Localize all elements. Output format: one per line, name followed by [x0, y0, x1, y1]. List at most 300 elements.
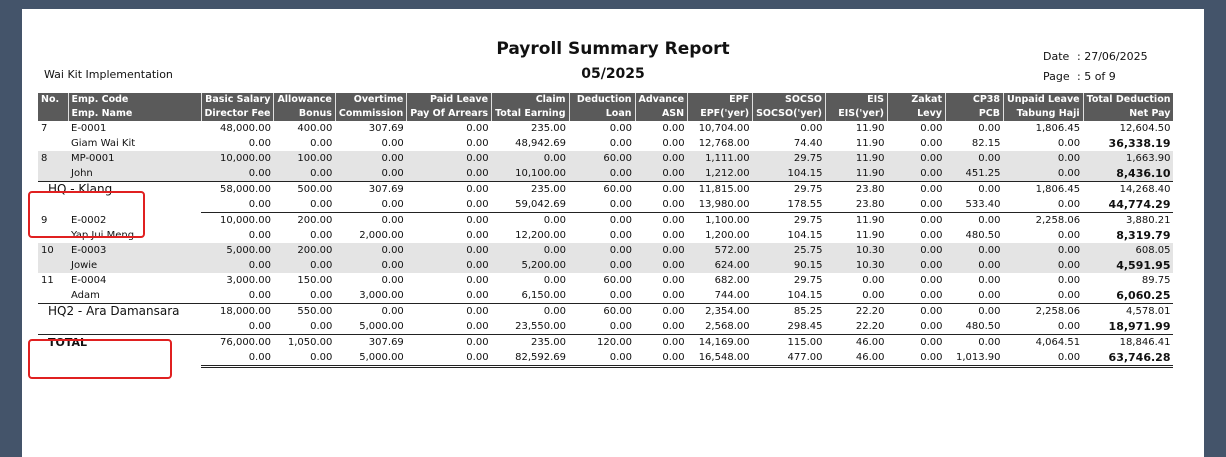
employee-code: E-0002 [71, 214, 107, 226]
value-cell: 235.00 [492, 335, 569, 351]
value-cell: 1,663.90 [1083, 151, 1173, 166]
value-cell: 22.20 [826, 319, 888, 335]
value-cell: 0.00 [978, 275, 1001, 286]
value-cell: 451.25 [946, 166, 1004, 182]
value-cell: 0.00 [978, 123, 1001, 134]
value-cell: 0.00 [335, 258, 406, 273]
value-cell: 1,111.00 [688, 151, 753, 166]
group-name: HQ2 - Ara Damansara [38, 304, 201, 320]
value-cell: 0.00 [1004, 350, 1084, 367]
value-cell: 0.00 [609, 230, 632, 241]
value-cell: 0.00 [407, 166, 492, 182]
value-cell: 60.00 [569, 182, 635, 198]
value-cell: 10,000.00 [201, 151, 274, 166]
employee-row [38, 136, 1173, 151]
value-cell: 0.00 [407, 258, 492, 273]
value-cell: 82.15 [971, 138, 1001, 149]
group-subtotal-row [38, 197, 1173, 213]
value-cell: 0.00 [248, 138, 271, 149]
value-cell: 307.69 [335, 335, 406, 351]
page-value: : 5 of 9 [1077, 70, 1116, 83]
value-cell: 0.00 [946, 335, 1004, 351]
value-cell: 0.00 [1004, 166, 1084, 182]
value-cell: 0.00 [310, 230, 333, 241]
value-cell: 624.00 [688, 258, 753, 273]
value-cell: 0.00 [920, 215, 943, 226]
column-header: ASN [635, 107, 688, 121]
value-cell: 23,550.00 [492, 319, 569, 335]
value-cell: 0.00 [1057, 290, 1081, 301]
value-cell: 0.00 [407, 319, 492, 335]
column-header: CP38 [946, 93, 1004, 107]
value-cell: 0.00 [635, 319, 688, 335]
value-cell: 0.00 [248, 230, 271, 241]
value-cell: 16,548.00 [688, 350, 753, 367]
value-cell: 0.00 [407, 335, 492, 351]
value-cell: 120.00 [569, 335, 635, 351]
value-cell: 2,258.06 [1035, 215, 1081, 226]
value-cell: 0.00 [662, 290, 685, 301]
cell [38, 258, 68, 273]
payroll-table [38, 93, 1173, 368]
value-cell: 12,604.50 [1119, 123, 1171, 134]
column-header: EPF [688, 93, 753, 107]
value-cell: 0.00 [946, 182, 1004, 198]
value-cell: 14,268.40 [1083, 182, 1173, 198]
value-cell: 74.40 [793, 138, 823, 149]
value-cell: 0.00 [800, 123, 823, 134]
employee-row [38, 121, 1173, 136]
value-cell: 104.15 [753, 166, 826, 182]
value-cell: 0.00 [274, 166, 335, 182]
value-cell: 0.00 [569, 166, 635, 182]
value-cell: 0.00 [310, 138, 333, 149]
column-header: EIS [826, 93, 888, 107]
value-cell: 0.00 [466, 275, 489, 286]
value-cell: 0.00 [862, 275, 885, 286]
value-cell: 533.40 [946, 197, 1004, 213]
value-cell: 10.30 [826, 258, 888, 273]
value-cell: 0.00 [201, 197, 274, 213]
value-cell: 0.00 [1004, 258, 1084, 273]
value-cell: 0.00 [946, 243, 1004, 258]
value-cell: 0.00 [920, 275, 943, 286]
column-header: Net Pay [1083, 107, 1173, 121]
value-cell: 10.30 [826, 243, 888, 258]
report-title: Payroll Summary Report [496, 39, 730, 59]
value-cell: 0.00 [888, 319, 946, 335]
column-header: Levy [888, 107, 946, 121]
value-cell: 500.00 [274, 182, 335, 198]
date-label: Date [1043, 50, 1070, 63]
employee-no: 10 [38, 243, 68, 258]
value-cell: 18,846.41 [1083, 335, 1173, 351]
value-cell: 63,746.28 [1083, 350, 1173, 367]
column-header: Emp. Name [68, 107, 201, 121]
value-cell: 13,980.00 [688, 197, 753, 213]
value-cell: 10,100.00 [492, 166, 569, 182]
group-subtotal-row [38, 304, 1173, 320]
cell [38, 319, 68, 335]
value-cell: 0.00 [946, 151, 1004, 166]
value-cell: 307.69 [368, 123, 404, 134]
value-cell: 477.00 [753, 350, 826, 367]
highlight-box-klang [28, 191, 145, 238]
cell [38, 288, 68, 304]
value-cell: 0.00 [274, 350, 335, 367]
employee-row [38, 288, 1173, 304]
value-cell: 0.00 [310, 290, 333, 301]
value-cell: 0.00 [920, 290, 943, 301]
value-cell: 23.80 [826, 182, 888, 198]
value-cell: 0.00 [1057, 275, 1081, 286]
value-cell: 0.00 [1057, 138, 1081, 149]
value-cell: 0.00 [1004, 319, 1084, 335]
value-cell: 0.00 [407, 151, 492, 166]
value-cell: 4,578.01 [1083, 304, 1173, 320]
employee-row [38, 258, 1173, 273]
value-cell: 0.00 [274, 258, 335, 273]
column-header: Total Deduction [1083, 93, 1173, 107]
value-cell: 0.00 [888, 166, 946, 182]
value-cell: 150.00 [297, 275, 333, 286]
value-cell: 744.00 [714, 290, 750, 301]
value-cell: 8,436.10 [1083, 166, 1173, 182]
value-cell: 48,000.00 [220, 123, 271, 134]
employee-row [38, 213, 1173, 229]
company-name: Wai Kit Implementation [44, 68, 173, 81]
value-cell: 104.15 [787, 290, 823, 301]
column-header: Paid Leave [407, 93, 492, 107]
value-cell: 608.05 [1083, 243, 1173, 258]
value-cell: 0.00 [609, 123, 632, 134]
value-cell: 89.75 [1141, 275, 1171, 286]
value-cell: 0.00 [662, 230, 685, 241]
value-cell: 100.00 [274, 151, 335, 166]
value-cell: 0.00 [381, 215, 404, 226]
value-cell: 0.00 [274, 319, 335, 335]
value-cell: 12,200.00 [515, 230, 566, 241]
value-cell: 29.75 [793, 275, 823, 286]
cell [38, 166, 68, 182]
value-cell: 0.00 [635, 166, 688, 182]
value-cell: 10,704.00 [698, 123, 750, 134]
column-header: Tabung Haji [1004, 107, 1084, 121]
value-cell: 0.00 [407, 182, 492, 198]
value-cell: 4,591.95 [1083, 258, 1173, 273]
employee-row [38, 273, 1173, 288]
value-cell: 0.00 [466, 230, 489, 241]
value-cell: 60.00 [569, 304, 635, 320]
report-period: 05/2025 [581, 66, 645, 82]
column-header: Pay Of Arrears [407, 107, 492, 121]
value-cell: 0.00 [569, 243, 635, 258]
value-cell: 11.90 [855, 215, 885, 226]
value-cell: 11.90 [826, 151, 888, 166]
column-header: Deduction [569, 93, 635, 107]
column-header: No. [38, 93, 68, 107]
value-cell: 572.00 [688, 243, 753, 258]
date-value: : 27/06/2025 [1077, 50, 1148, 63]
value-cell: 0.00 [662, 215, 685, 226]
column-header: Bonus [274, 107, 335, 121]
value-cell: 0.00 [201, 350, 274, 367]
value-cell: 0.00 [978, 290, 1001, 301]
value-cell: 85.25 [753, 304, 826, 320]
value-cell: 2,000.00 [359, 230, 404, 241]
value-cell: 82,592.69 [492, 350, 569, 367]
value-cell: 0.00 [888, 304, 946, 320]
value-cell: 1,100.00 [705, 215, 750, 226]
value-cell: 0.00 [888, 335, 946, 351]
value-cell: 0.00 [1057, 230, 1081, 241]
value-cell: 0.00 [407, 304, 492, 320]
value-cell: 0.00 [569, 319, 635, 335]
value-cell: 0.00 [466, 123, 489, 134]
value-cell: 5,000.00 [335, 350, 406, 367]
value-cell: 0.00 [492, 151, 569, 166]
value-cell: 0.00 [635, 197, 688, 213]
employee-no: 9 [41, 214, 48, 226]
column-header: Unpaid Leave [1004, 93, 1084, 107]
value-cell: 0.00 [381, 138, 404, 149]
value-cell: 90.15 [753, 258, 826, 273]
grand-total-row [38, 350, 1173, 367]
value-cell: 60.00 [569, 151, 635, 166]
column-header: Total Earning [492, 107, 569, 121]
value-cell: 0.00 [888, 197, 946, 213]
column-header: Commission [335, 107, 406, 121]
value-cell: 0.00 [609, 138, 632, 149]
column-header: Allowance [274, 93, 335, 107]
value-cell: 0.00 [635, 350, 688, 367]
column-header: PCB [946, 107, 1004, 121]
value-cell: 5,200.00 [492, 258, 569, 273]
employee-no: 11 [41, 275, 54, 286]
value-cell: 0.00 [862, 290, 885, 301]
value-cell: 22.20 [826, 304, 888, 320]
employee-no: 8 [38, 151, 68, 166]
value-cell: 29.75 [753, 151, 826, 166]
column-header: Director Fee [201, 107, 274, 121]
highlight-box-ara-damansara [28, 339, 172, 379]
value-cell: 0.00 [569, 258, 635, 273]
value-cell: 0.00 [609, 215, 632, 226]
value-cell: 178.55 [753, 197, 826, 213]
value-cell: 0.00 [635, 335, 688, 351]
value-cell: 0.00 [1004, 197, 1084, 213]
value-cell: 200.00 [297, 215, 333, 226]
value-cell: 682.00 [714, 275, 750, 286]
value-cell: 0.00 [201, 166, 274, 182]
value-cell: 0.00 [978, 215, 1001, 226]
value-cell: 298.45 [753, 319, 826, 335]
column-header: Loan [569, 107, 635, 121]
value-cell: 6,150.00 [521, 290, 566, 301]
value-cell: 0.00 [335, 166, 406, 182]
value-cell: 0.00 [920, 123, 943, 134]
value-cell: 0.00 [569, 197, 635, 213]
employee-row [38, 166, 1173, 182]
date-field [1043, 50, 1148, 63]
value-cell: 307.69 [335, 182, 406, 198]
value-cell: 0.00 [946, 304, 1004, 320]
value-cell: 11.90 [855, 230, 885, 241]
value-cell: 2,568.00 [688, 319, 753, 335]
value-cell: 11.90 [855, 123, 885, 134]
report-page [22, 9, 1204, 457]
value-cell: 25.75 [753, 243, 826, 258]
value-cell: 0.00 [920, 138, 943, 149]
column-header: Basic Salary [201, 93, 274, 107]
value-cell: 3,000.00 [359, 290, 404, 301]
value-cell: 46.00 [826, 335, 888, 351]
value-cell: 1,050.00 [274, 335, 335, 351]
employee-code: MP-0001 [68, 151, 201, 166]
value-cell: 14,169.00 [688, 335, 753, 351]
value-cell: 1,212.00 [688, 166, 753, 182]
value-cell: 2,258.06 [1004, 304, 1084, 320]
value-cell: 11,815.00 [688, 182, 753, 198]
total-label: TOTAL [38, 335, 201, 351]
column-header: Advance [635, 93, 688, 107]
value-cell: 0.00 [201, 258, 274, 273]
column-header: EPF('yer) [688, 107, 753, 121]
value-cell: 200.00 [274, 243, 335, 258]
column-header: EIS('yer) [826, 107, 888, 121]
value-cell: 0.00 [635, 151, 688, 166]
employee-row [38, 243, 1173, 258]
value-cell: 1,806.45 [1035, 123, 1081, 134]
value-cell: 0.00 [888, 151, 946, 166]
value-cell: 0.00 [335, 304, 406, 320]
value-cell: 0.00 [466, 215, 489, 226]
value-cell: 0.00 [248, 290, 271, 301]
employee-name: Yap Jui Meng [71, 230, 135, 241]
group-subtotal-row [38, 182, 1173, 198]
value-cell: 76,000.00 [201, 335, 274, 351]
value-cell: 46.00 [826, 350, 888, 367]
employee-code: E-0004 [71, 275, 107, 286]
value-cell: 0.00 [888, 258, 946, 273]
value-cell: 400.00 [297, 123, 333, 134]
employee-name: Giam Wai Kit [71, 138, 136, 149]
cell [68, 319, 201, 335]
header-row-2 [38, 107, 1173, 121]
value-cell: 10,000.00 [220, 215, 271, 226]
value-cell: 0.00 [920, 230, 943, 241]
value-cell: 29.75 [753, 182, 826, 198]
employee-code: E-0003 [68, 243, 201, 258]
value-cell: 0.00 [335, 151, 406, 166]
value-cell: 115.00 [753, 335, 826, 351]
column-header: Emp. Code [68, 93, 201, 107]
value-cell: 0.00 [466, 138, 489, 149]
value-cell: 1,806.45 [1004, 182, 1084, 198]
value-cell: 29.75 [793, 215, 823, 226]
value-cell: 0.00 [466, 290, 489, 301]
page-label: Page [1043, 70, 1070, 83]
employee-name: John [68, 166, 201, 182]
value-cell: 0.00 [1004, 243, 1084, 258]
value-cell: 550.00 [274, 304, 335, 320]
value-cell: 2,354.00 [688, 304, 753, 320]
value-cell: 18,000.00 [201, 304, 274, 320]
value-cell: 104.15 [787, 230, 823, 241]
column-header: SOCSO('yer) [753, 107, 826, 121]
value-cell: 5,000.00 [201, 243, 274, 258]
value-cell: 48,942.69 [515, 138, 566, 149]
value-cell: 36,338.19 [1108, 137, 1171, 150]
value-cell: 0.00 [201, 319, 274, 335]
value-cell: 0.00 [543, 215, 566, 226]
value-cell: 0.00 [635, 258, 688, 273]
employee-name: Adam [71, 290, 100, 301]
employee-code: E-0001 [71, 123, 107, 134]
value-cell: 0.00 [888, 350, 946, 367]
value-cell: 11.90 [826, 166, 888, 182]
value-cell: 0.00 [888, 243, 946, 258]
cell [38, 136, 68, 151]
value-cell: 12,768.00 [698, 138, 750, 149]
value-cell: 0.00 [609, 290, 632, 301]
value-cell: 0.00 [635, 304, 688, 320]
value-cell: 11.90 [855, 138, 885, 149]
value-cell: 0.00 [381, 275, 404, 286]
value-cell: 59,042.69 [492, 197, 569, 213]
value-cell: 18,971.99 [1083, 319, 1173, 335]
employee-row [38, 151, 1173, 166]
employee-name: Jowie [68, 258, 201, 273]
group-name: HQ - Klang [38, 182, 201, 198]
value-cell: 0.00 [492, 243, 569, 258]
value-cell: 6,060.25 [1116, 289, 1171, 302]
value-cell: 235.00 [531, 123, 566, 134]
value-cell: 480.50 [965, 230, 1001, 241]
value-cell: 0.00 [888, 182, 946, 198]
value-cell: 60.00 [603, 275, 632, 286]
column-header: Claim [492, 93, 569, 107]
column-header: Zakat [888, 93, 946, 107]
value-cell: 235.00 [492, 182, 569, 198]
value-cell: 0.00 [662, 138, 685, 149]
value-cell: 0.00 [635, 243, 688, 258]
value-cell: 0.00 [946, 258, 1004, 273]
value-cell: 3,000.00 [226, 275, 271, 286]
value-cell: 0.00 [543, 275, 566, 286]
employee-no: 7 [41, 123, 48, 134]
header-row-1 [38, 93, 1173, 107]
value-cell: 0.00 [335, 243, 406, 258]
value-cell: 8,319.79 [1116, 229, 1171, 242]
column-header: SOCSO [753, 93, 826, 107]
column-header [38, 107, 68, 121]
value-cell: 0.00 [662, 123, 685, 134]
value-cell: 4,064.51 [1004, 335, 1084, 351]
value-cell: 0.00 [635, 182, 688, 198]
value-cell: 5,000.00 [335, 319, 406, 335]
value-cell: 58,000.00 [201, 182, 274, 198]
value-cell: 0.00 [662, 275, 685, 286]
value-cell: 0.00 [407, 243, 492, 258]
value-cell: 0.00 [335, 197, 406, 213]
employee-row [38, 228, 1173, 243]
value-cell: 1,013.90 [946, 350, 1004, 367]
value-cell: 0.00 [1004, 151, 1084, 166]
value-cell: 3,880.21 [1125, 215, 1171, 226]
value-cell: 0.00 [492, 304, 569, 320]
value-cell: 0.00 [569, 350, 635, 367]
